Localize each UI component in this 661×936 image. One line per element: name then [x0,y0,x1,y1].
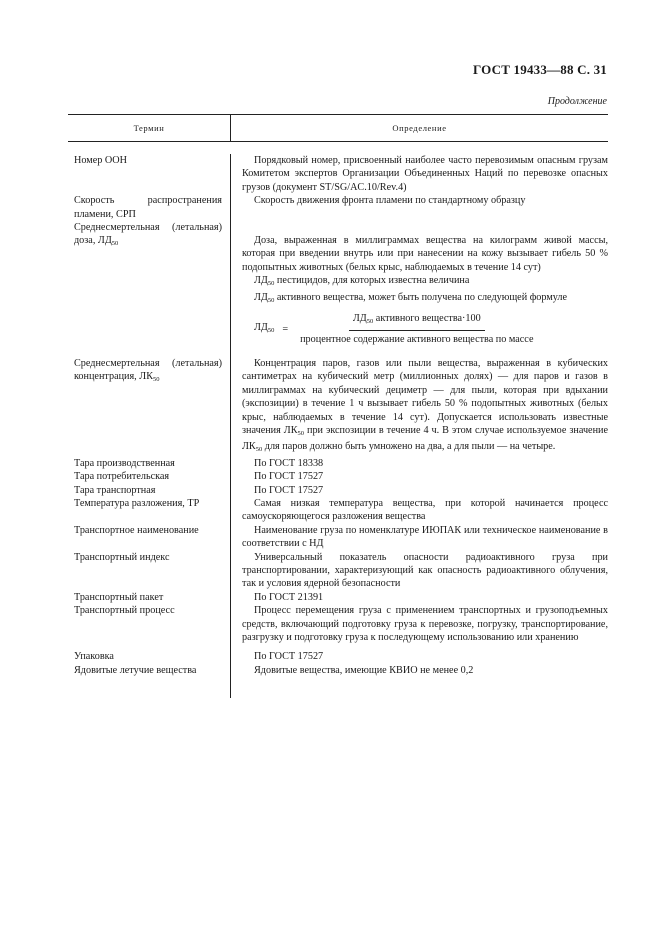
definition-cell [230,484,608,497]
term-cell: Тара производственная [74,457,175,469]
term-cell: Тара потребительская [74,471,170,483]
definition-text: $ЛД_{50}$ пестицидов, для которых известна величина [254,275,470,288]
term-subscript: 50 [152,376,160,384]
definition-text: Скорость движения фронта пламени по стандартному образцу [254,195,526,207]
column-header-term: Термин [68,115,231,141]
term-cell: Транспортный процесс [74,605,175,617]
term-cell: Температура разложения, ТР [74,497,200,509]
table-row [68,497,608,524]
formula-lhs: $ЛД_{50}$ [254,322,275,335]
definition-text: Доза, выраженная в миллиграммах вещества на килограмм живой массы, которая при введении внутрь или при нанесении на кожу вызывает гибель 50 % подопытных животных (белых крыс, наблюдаемых в течение 14 сут) [242,235,608,273]
term-text: Среднесмертельная (летальная) доза, ЛД [74,222,222,247]
table-body [68,154,608,677]
ld50-formula [242,312,608,347]
table-row [68,524,608,551]
page-number: ГОСТ 19433—88 С. 31 [473,62,607,77]
definition-text: По ГОСТ 18338 [254,457,324,469]
term-text: Среднесмертельная (летальная) концентрация, ЛК [74,357,222,383]
definition-text: $ЛД_{50}$ активного вещества, может быть получена по следующей формуле [254,291,568,304]
definition-cell [230,524,608,551]
term-cell [68,357,230,457]
table-row [68,650,608,663]
definition-text: Ядовитые вещества, имеющие КВИО не менее 0,2 [254,664,474,676]
term-cell [68,221,230,351]
table-row [68,357,608,457]
table-header [68,114,608,142]
term-cell: Транспортный пакет [74,591,164,603]
definition-text: Процесс перемещения груза с применением транспортных и грузоподъемных средств, включающий подготовку груза к перевозке, погрузку, транспортирование, разгрузку и подготовку груза к последующему использованию или хранению [242,605,608,643]
table-row [68,591,608,604]
definition-text: Порядковый номер, присвоенный наиболее часто перевозимым опасным грузам Комитетом экспертов Организации Объединенных Наций по перевозке опасных грузов (документ ST/SG/AC.10/Rev.4) [242,155,608,193]
term-cell: Упаковка [74,651,114,663]
table-row [68,551,608,591]
table-row [68,664,608,677]
definition-cell [230,470,608,483]
definition-cell [230,551,608,591]
definition-cell [230,604,608,644]
term-cell: Транспортный индекс [74,551,170,563]
formula-equals: = [282,323,289,335]
term-subscript: 50 [111,240,119,248]
definition-text: По ГОСТ 21391 [254,591,324,603]
table-row [68,154,608,194]
table-row [68,221,608,351]
definition-cell [230,497,608,524]
table-row [68,484,608,497]
definition-text: Универсальный показатель опасности радиоактивного груза при транспортировании, характеризующий как опасность радиоактивного облучения, так и условия ядерной безопасности [242,551,608,590]
definition-cell [230,154,608,194]
definition-text: Наименование груза по номенклатуре ИЮПАК или техническое наименование в соответствии с НД [242,524,608,550]
table-row [68,604,608,644]
formula-fraction [296,312,537,347]
table-row [68,470,608,483]
continued-label: Продолжение [547,96,607,107]
definition-text: По ГОСТ 17527 [254,471,324,483]
definition-text: По ГОСТ 17527 [254,651,324,663]
column-header-definition: Определение [392,123,447,133]
formula-denominator: процентное содержание активного вещества по массе [300,334,534,346]
term-cell: Номер ООН [74,155,127,166]
definition-cell [230,664,608,677]
definition-text: По ГОСТ 17527 [254,484,324,496]
terms-table [68,114,608,677]
term-cell: Скорость распространения пламени, СРП [74,195,222,220]
definition-text: Самая низкая температура вещества, при которой начинается процесс самоускоряющегося разложения вещества [242,497,608,523]
term-cell: Транспортное наименование [74,524,199,536]
term-cell: Тара транспортная [74,484,156,496]
table-row [68,194,608,221]
definition-cell [230,591,608,604]
definition-text: Концентрация паров, газов или пыли вещества, выраженная в кубических сантиметрах на кубический метр (миллионных долях) — для паров и газов в миллиграммах на кубический дециметр — для пыли, которая при вдыхании (экспозиции) в течение 1 ч вызывает гибель 50 % подопытных животных (белых крыс, наблюдаемых в течение 14 сут). Допускается использовать известные значения $ЛК_{50}$ при экспозиции в течение 4 ч. В этом случае используемое значение $ЛК_{50}$ для паров должно быть умножено на два, а для пыли — на четыре. [242,357,609,454]
column-divider [230,154,231,698]
definition-cell [230,457,608,470]
definition-cell [230,650,608,663]
definition-cell [230,357,608,457]
table-row [68,457,608,470]
definition-cell [230,221,608,351]
formula-numerator: $ЛД_{50}$ активного вещества·100 [349,312,485,331]
definition-cell [230,194,608,221]
term-cell: Ядовитые летучие вещества [74,664,197,676]
